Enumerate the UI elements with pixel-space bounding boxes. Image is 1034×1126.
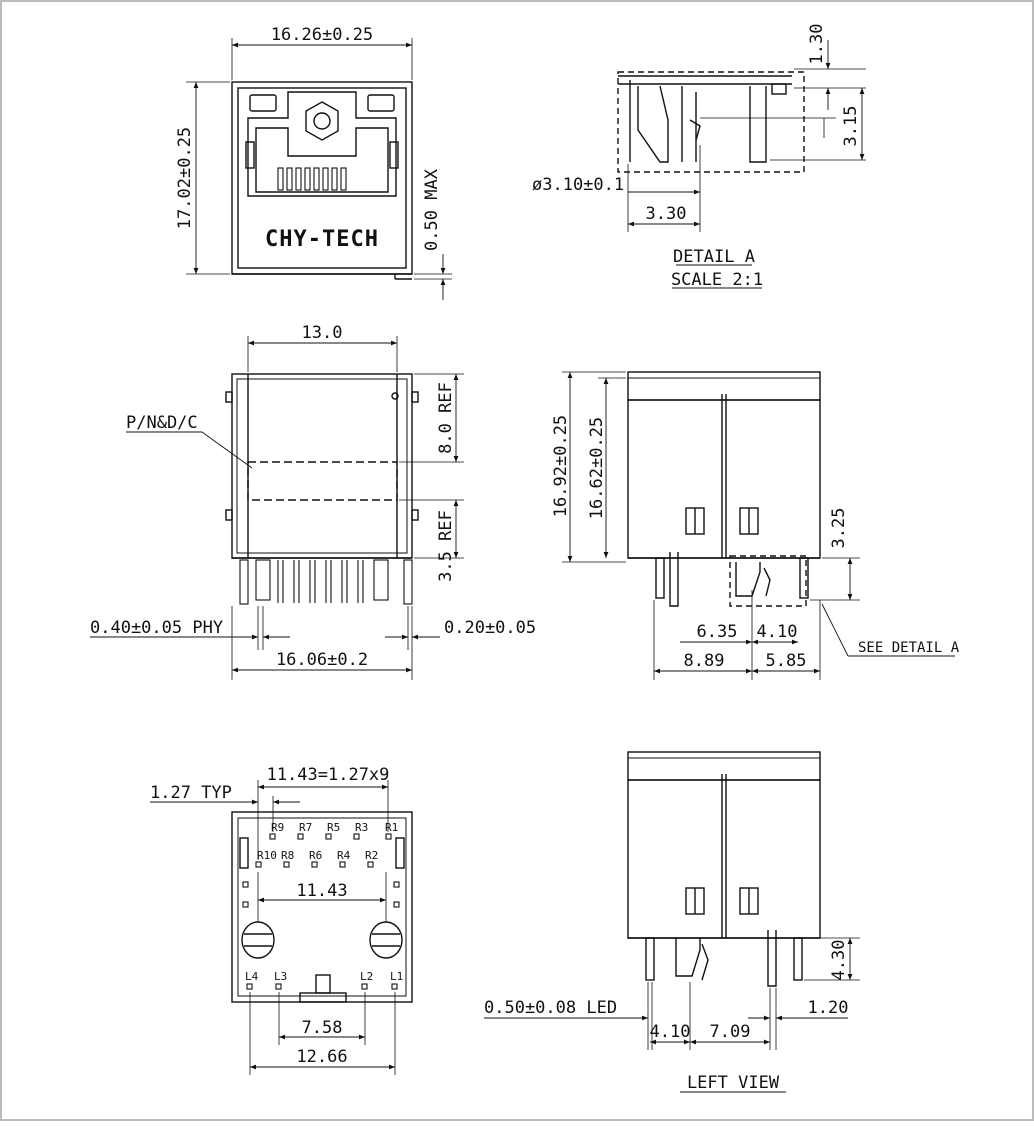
led-label: L4 [245, 970, 259, 983]
led-label: L1 [390, 970, 404, 983]
dim-side-outer-height: 16.92±0.25 [551, 414, 571, 518]
sheet-border [1, 1, 1033, 1120]
pin-label: R5 [327, 821, 341, 834]
dim-bottom-overall: 12.66 [296, 1047, 348, 1067]
dim-detail-right: 3.15 [841, 105, 861, 147]
pin-label: R10 [257, 849, 277, 862]
dim-left-d3: 1.20 [807, 998, 849, 1018]
dim-top-overall: 16.06±0.2 [275, 650, 369, 670]
dim-left-d1: 4.10 [649, 1022, 691, 1042]
pin-label: R9 [271, 821, 285, 834]
detail-scale: SCALE 2:1 [670, 270, 764, 290]
front-view [186, 38, 452, 300]
dim-post-span: 11.43 [296, 881, 348, 901]
dim-pitch: 1.27 TYP [150, 783, 232, 803]
pin-label: R3 [355, 821, 369, 834]
dim-side-d1: 6.35 [696, 622, 738, 642]
pin-label: R6 [309, 849, 323, 862]
pin-label: R8 [281, 849, 295, 862]
pin-label: R7 [299, 821, 313, 834]
dim-led-span: 7.58 [301, 1018, 343, 1038]
pin-label: R1 [385, 821, 399, 834]
dim-side-d3: 8.89 [683, 651, 725, 671]
dim-front-tab: 0.50 MAX [422, 169, 442, 251]
part-label-callout: P/N&D/C [126, 413, 198, 433]
dim-ref-upper: 8.0 REF [436, 382, 456, 454]
dim-side-pin-length: 3.25 [829, 507, 849, 549]
dim-pin-span: 11.43=1.27x9 [266, 765, 390, 785]
dim-left-d2: 7.09 [709, 1022, 751, 1042]
dim-side-inner-height: 16.62±0.25 [587, 416, 607, 520]
dim-shield-thickness: 0.20±0.05 [444, 618, 537, 638]
dim-detail-top: 1.30 [807, 23, 827, 65]
led-label: L3 [274, 970, 288, 983]
dim-front-height: 17.02±0.25 [175, 126, 195, 230]
pin-label: R4 [337, 849, 351, 862]
pin-label: R2 [365, 849, 379, 862]
left-view-title: LEFT VIEW [686, 1073, 780, 1093]
dim-led-pin: 0.50±0.08 LED [484, 998, 618, 1018]
dim-left-pin-length: 4.30 [829, 939, 849, 981]
brand-logo: CHY-TECH [265, 227, 379, 252]
led-label: L2 [360, 970, 374, 983]
detail-title: DETAIL A [673, 247, 755, 267]
dim-side-d4: 5.85 [765, 651, 807, 671]
see-detail-callout: SEE DETAIL A [858, 640, 960, 656]
dim-label-width: 13.0 [301, 323, 343, 343]
dim-detail-diameter: ø3.10±0.1 [532, 175, 625, 195]
dim-phy-pin: 0.40±0.05 PHY [90, 618, 224, 638]
dim-ref-lower: 3.5 REF [436, 510, 456, 582]
dim-side-d2: 4.10 [756, 622, 798, 642]
dim-front-width: 16.26±0.25 [270, 25, 374, 45]
dim-detail-offset: 3.30 [645, 204, 687, 224]
